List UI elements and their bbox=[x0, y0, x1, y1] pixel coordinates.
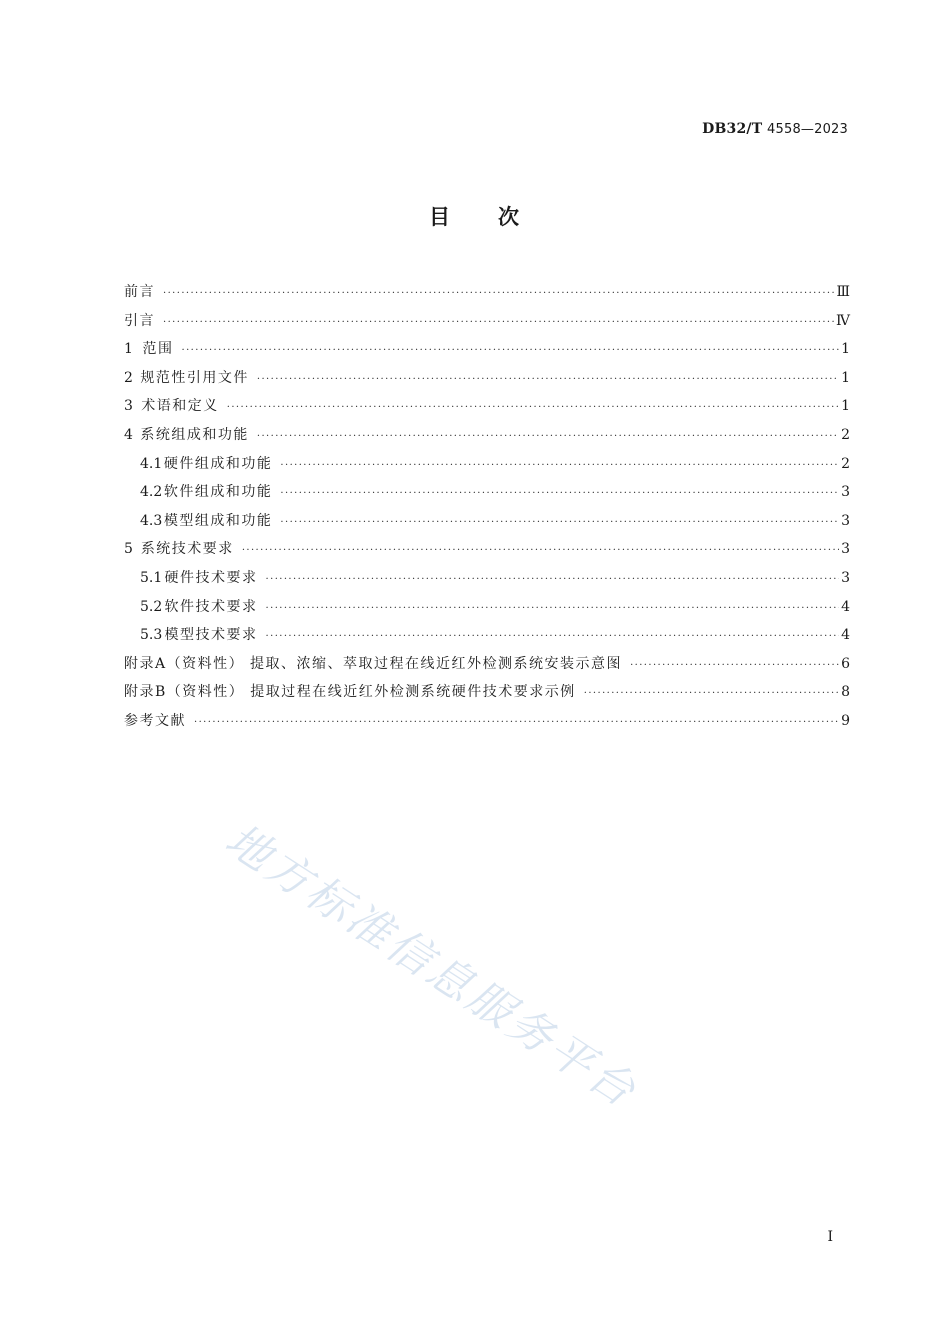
toc-title bbox=[0, 201, 950, 231]
toc-leader-dots bbox=[280, 480, 839, 509]
toc-entry-number: 2 bbox=[124, 369, 133, 386]
toc-entry[interactable] bbox=[124, 650, 850, 679]
toc-entry-label: 软件技术要求 bbox=[164, 598, 258, 615]
toc-leader-dots bbox=[227, 394, 839, 423]
toc-entry[interactable] bbox=[124, 392, 850, 421]
toc-leader-dots bbox=[257, 366, 839, 395]
toc-entry-page: 4 bbox=[841, 598, 850, 615]
toc-entry[interactable] bbox=[124, 678, 850, 707]
toc-entry-number: 5 bbox=[124, 541, 133, 558]
toc-entry[interactable] bbox=[124, 507, 850, 536]
toc-entry[interactable] bbox=[124, 478, 850, 507]
toc-entry-number: 5.1 bbox=[140, 569, 163, 586]
toc-entry-number: 4 bbox=[124, 426, 133, 443]
toc-entry-label: 模型组成和功能 bbox=[163, 512, 273, 529]
toc-entry[interactable] bbox=[124, 421, 850, 450]
toc-leader-dots bbox=[584, 680, 839, 709]
toc-entry-page: 3 bbox=[841, 541, 850, 558]
toc-entry-page: Ⅲ bbox=[836, 284, 850, 300]
toc-entry-number: 4.3 bbox=[140, 512, 163, 529]
toc-entry-page: 1 bbox=[841, 369, 850, 386]
toc-entry-label: 附录A（资料性） 提取、浓缩、萃取过程在线近红外检测系统安装示意图 bbox=[124, 655, 623, 672]
toc-entry-page: 6 bbox=[841, 655, 850, 672]
standard-code-prefix: DB bbox=[702, 121, 727, 137]
toc-entry-page: 4 bbox=[841, 627, 850, 644]
standard-code-number: 4558—2023 bbox=[767, 122, 848, 137]
toc-entry[interactable] bbox=[124, 707, 850, 736]
toc-entry-label: 引言 bbox=[124, 312, 155, 329]
toc-leader-dots bbox=[266, 595, 840, 624]
toc-entry-page: 3 bbox=[841, 484, 850, 501]
toc-entry[interactable] bbox=[124, 564, 850, 593]
toc-entry-page: 1 bbox=[841, 341, 850, 358]
toc-entry[interactable] bbox=[124, 535, 850, 564]
toc-entry[interactable] bbox=[124, 335, 850, 364]
toc-entry-label: 模型技术要求 bbox=[164, 627, 258, 644]
toc-entry-number: 1 bbox=[124, 341, 133, 358]
toc-title-char-2: 次 bbox=[498, 205, 521, 229]
toc-entry-label: 硬件组成和功能 bbox=[163, 455, 273, 472]
toc-leader-dots bbox=[163, 280, 834, 309]
toc-leader-dots bbox=[242, 537, 839, 566]
toc-leader-dots bbox=[280, 452, 839, 481]
page-number: I bbox=[827, 1229, 833, 1245]
toc-entry-label: 硬件技术要求 bbox=[164, 569, 258, 586]
toc-entry[interactable] bbox=[124, 307, 850, 336]
toc-leader-dots bbox=[182, 337, 840, 366]
toc-leader-dots bbox=[280, 509, 839, 538]
toc-entry-page: 9 bbox=[841, 712, 850, 729]
toc-entry[interactable] bbox=[124, 278, 850, 307]
toc-entry-label: 术语和定义 bbox=[141, 398, 219, 415]
toc-leader-dots bbox=[163, 309, 834, 338]
toc-entry-number: 3 bbox=[124, 398, 133, 415]
toc-entry-page: 1 bbox=[841, 398, 850, 415]
toc-entry-label: 系统技术要求 bbox=[140, 541, 234, 558]
toc-entry-label: 参考文献 bbox=[124, 712, 186, 729]
toc-entry-label: 范围 bbox=[142, 341, 174, 358]
toc-leader-dots bbox=[257, 423, 839, 452]
toc-entry[interactable] bbox=[124, 450, 850, 479]
toc-entry-label: 附录B（资料性） 提取过程在线近红外检测系统硬件技术要求示例 bbox=[124, 684, 576, 701]
toc-title-char-1: 目 bbox=[429, 205, 452, 229]
toc-entry-label: 系统组成和功能 bbox=[140, 426, 249, 443]
toc-entry-label: 前言 bbox=[124, 284, 155, 300]
toc-entry[interactable] bbox=[124, 593, 850, 622]
toc-entry-number: 4.1 bbox=[140, 455, 163, 472]
toc-entry-label: 规范性引用文件 bbox=[140, 369, 249, 386]
toc-leader-dots bbox=[266, 566, 840, 595]
toc-entry-page: 2 bbox=[841, 426, 850, 443]
toc-entry-page: 3 bbox=[841, 512, 850, 529]
toc-entry-page: Ⅳ bbox=[836, 312, 850, 329]
toc-entry-page: 3 bbox=[841, 569, 850, 586]
toc-entry-label: 软件组成和功能 bbox=[163, 484, 273, 501]
toc-leader-dots bbox=[266, 623, 840, 652]
toc-entry-page: 2 bbox=[841, 455, 850, 472]
toc-entry-number: 5.2 bbox=[140, 598, 163, 615]
toc-leader-dots bbox=[630, 652, 839, 681]
table-of-contents bbox=[124, 278, 850, 736]
toc-entry-number: 5.3 bbox=[140, 627, 163, 644]
watermark-text: 地方标准信息服务平台 bbox=[216, 814, 647, 1119]
toc-entry[interactable] bbox=[124, 621, 850, 650]
toc-leader-dots bbox=[194, 709, 839, 738]
standard-code bbox=[702, 121, 848, 137]
toc-entry-number: 4.2 bbox=[140, 484, 163, 501]
standard-code-body: 32/T bbox=[726, 121, 763, 137]
toc-entry[interactable] bbox=[124, 364, 850, 393]
toc-entry-page: 8 bbox=[841, 684, 850, 701]
